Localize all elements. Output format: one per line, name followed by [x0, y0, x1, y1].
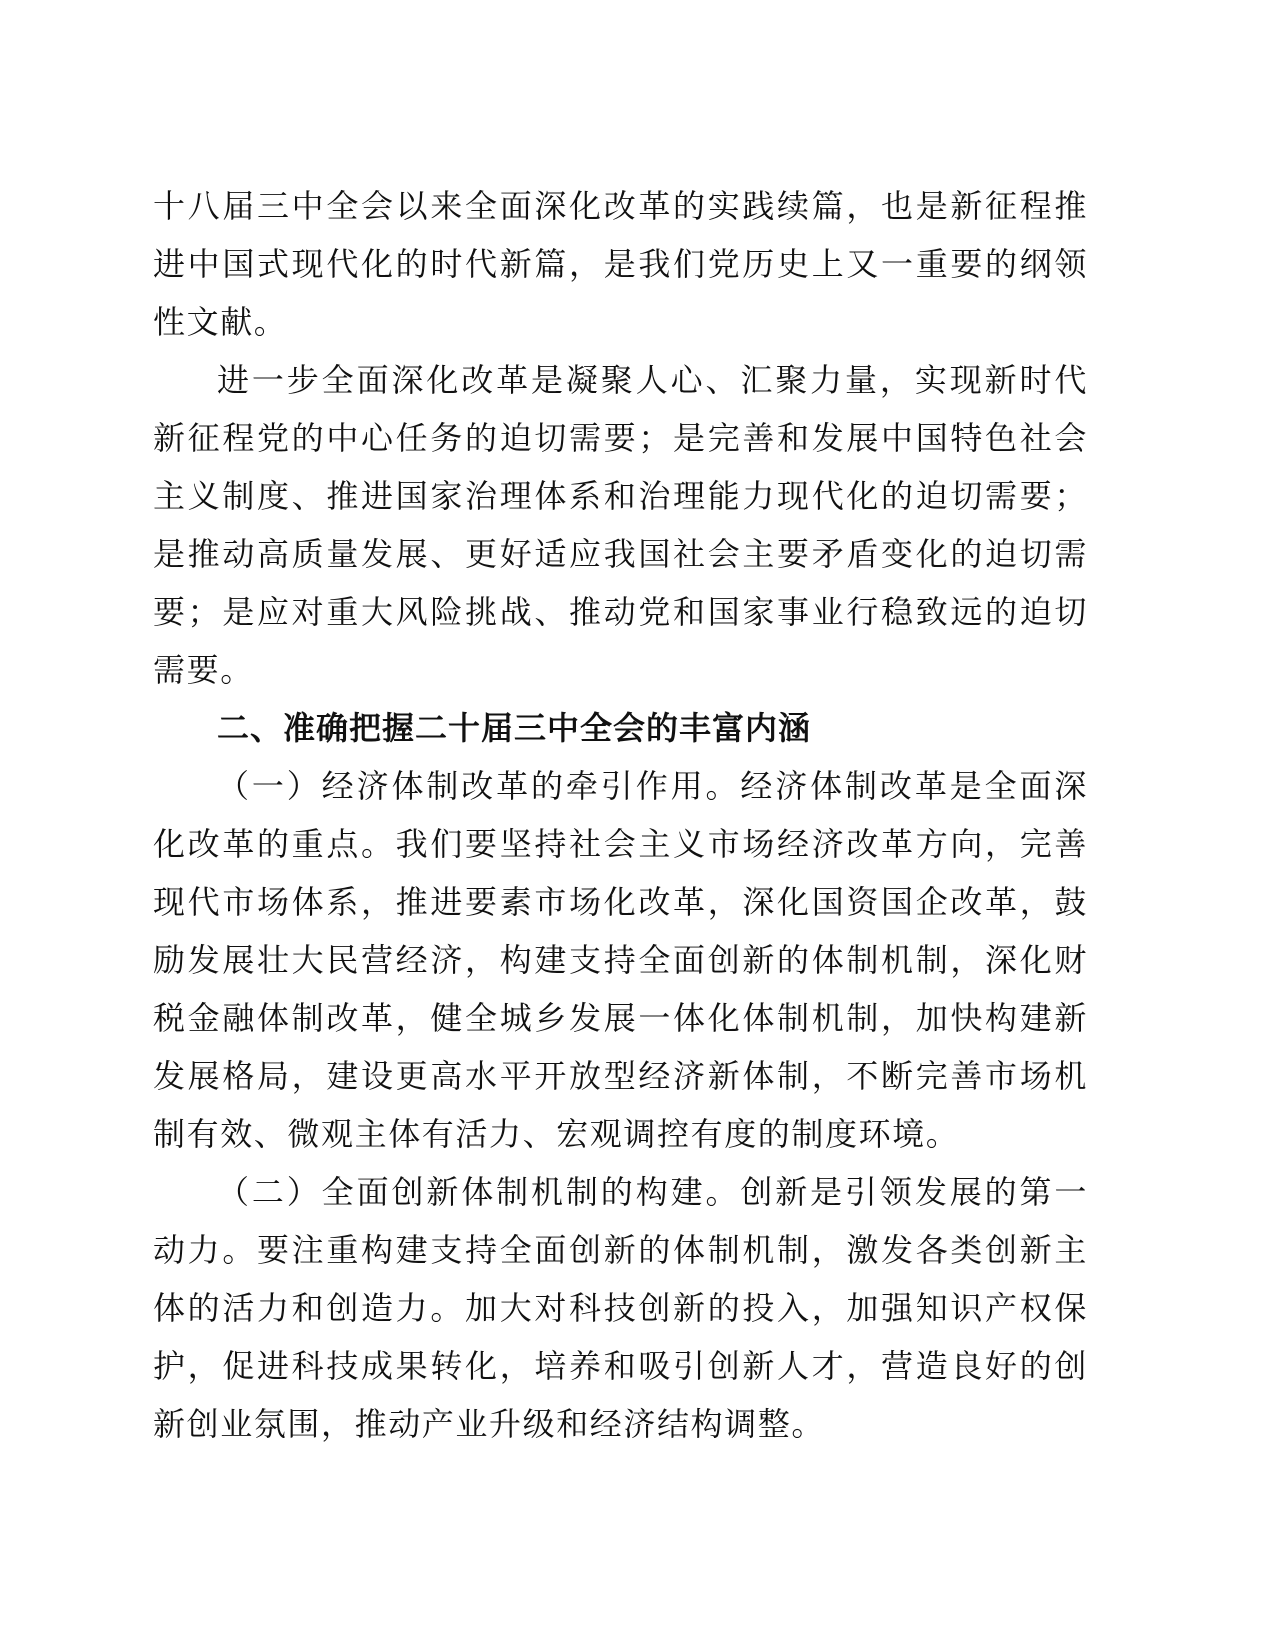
- paragraph-continuation: 十八届三中全会以来全面深化改革的实践续篇，也是新征程推进中国式现代化的时代新篇，是我们党历史上又一重要的纲领性文献。: [153, 187, 1088, 341]
- subsection-innovation-mechanism: （二）全面创新体制机制的构建。创新是引领发展的第一动力。要注重构建支持全面创新的体制机制，激发各类创新主体的活力和创造力。加大对科技创新的投入，加强知识产权保护，促进科技成果转化，培养和吸引创新人才，营造良好的创新创业氛围，推动产业升级和经济结构调整。: [153, 1173, 1088, 1443]
- subsection-economic-reform: （一）经济体制改革的牵引作用。经济体制改革是全面深化改革的重点。我们要坚持社会主义市场经济改革方向，完善现代市场体系，推进要素市场化改革，深化国资国企改革，鼓励发展壮大民营经济，构建支持全面创新的体制机制，深化财税金融体制改革，健全城乡发展一体化体制机制，加快构建新发展格局，建设更高水平开放型经济新体制，不断完善市场机制有效、微观主体有活力、宏观调控有度的制度环境。: [153, 767, 1088, 1153]
- section-heading: 二、准确把握二十届三中全会的丰富内涵: [217, 709, 812, 747]
- document-body: [153, 177, 1088, 1453]
- paragraph-reform-needs: 进一步全面深化改革是凝聚人心、汇聚力量，实现新时代新征程党的中心任务的迫切需要；是完善和发展中国特色社会主义制度、推进国家治理体系和治理能力现代化的迫切需要；是推动高质量发展、更好适应我国社会主要矛盾变化的迫切需要；是应对重大风险挑战、推动党和国家事业行稳致远的迫切需要。: [153, 361, 1088, 689]
